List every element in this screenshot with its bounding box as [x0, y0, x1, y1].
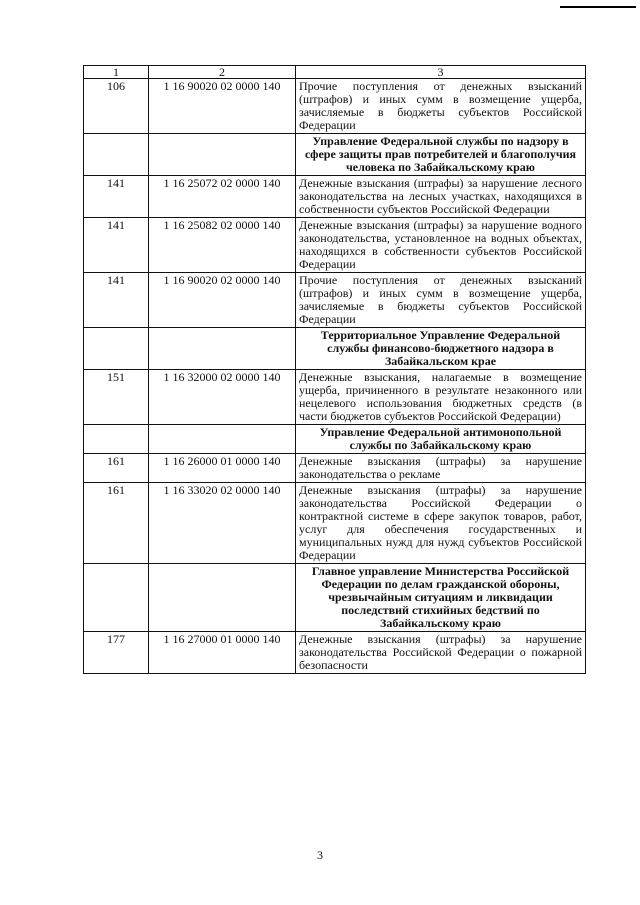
description-cell: Прочие поступления от денежных взысканий (штрафов) и иных сумм в возмещение ущерба, зачисляемые в бюджеты субъектов Российской Федерации — [296, 273, 586, 328]
header-col-1: 1 — [84, 66, 149, 79]
table-row — [84, 370, 586, 425]
table-row — [84, 632, 586, 674]
admin-code-cell: 177 — [84, 632, 149, 674]
description-cell: Прочие поступления от денежных взысканий (штрафов) и иных сумм в возмещение ущерба, зачисляемые в бюджеты субъектов Российской Федерации — [296, 79, 586, 134]
table-row — [84, 218, 586, 273]
description-cell: Денежные взыскания, налагаемые в возмещение ущерба, причиненного в результате незаконного или нецелевого использования бюджетных средств (в части бюджетов субъектов Российской Федерации) — [296, 370, 586, 425]
budget-code-cell: 1 16 27000 01 0000 140 — [149, 632, 296, 674]
empty-cell — [84, 425, 149, 454]
empty-cell — [149, 564, 296, 632]
budget-code-cell: 1 16 26000 01 0000 140 — [149, 454, 296, 483]
empty-cell — [84, 564, 149, 632]
org-header-row — [84, 564, 586, 632]
org-header-row — [84, 425, 586, 454]
admin-code-cell: 106 — [84, 79, 149, 134]
empty-cell — [84, 134, 149, 176]
org-name-cell: Территориальное Управление Федеральной службы финансово-бюджетного надзора в Забайкальском крае — [296, 328, 586, 370]
empty-cell — [149, 328, 296, 370]
admin-code-cell: 161 — [84, 483, 149, 564]
top-rule — [560, 6, 636, 8]
budget-code-cell: 1 16 90020 02 0000 140 — [149, 79, 296, 134]
empty-cell — [149, 425, 296, 454]
org-name-cell: Управление Федеральной антимонопольной службы по Забайкальскому краю — [296, 425, 586, 454]
description-cell: Денежные взыскания (штрафы) за нарушение законодательства о рекламе — [296, 454, 586, 483]
description-cell: Денежные взыскания (штрафы) за нарушение лесного законодательства на лесных участках, находящихся в собственности субъектов Российской Федерации — [296, 176, 586, 218]
page-number: 3 — [317, 848, 323, 862]
org-name-cell: Управление Федеральной службы по надзору в сфере защиты прав потребителей и благополучия человека по Забайкальскому краю — [296, 134, 586, 176]
org-header-row — [84, 134, 586, 176]
description-cell: Денежные взыскания (штрафы) за нарушение законодательства Российской Федерации о контрактной системе в сфере закупок товаров, работ, услуг для обеспечения государственных и муниципальных нужд для нужд субъектов Российской Федерации — [296, 483, 586, 564]
org-header-row — [84, 328, 586, 370]
description-cell: Денежные взыскания (штрафы) за нарушение законодательства Российской Федерации о пожарной безопасности — [296, 632, 586, 674]
admin-code-cell: 141 — [84, 218, 149, 273]
description-cell: Денежные взыскания (штрафы) за нарушение водного законодательства, установленное на водных объектах, находящихся в собственности субъектов Российской Федерации — [296, 218, 586, 273]
table-row — [84, 454, 586, 483]
table-row — [84, 176, 586, 218]
table-row — [84, 79, 586, 134]
budget-code-cell: 1 16 25072 02 0000 140 — [149, 176, 296, 218]
budget-code-cell: 1 16 90020 02 0000 140 — [149, 273, 296, 328]
empty-cell — [149, 134, 296, 176]
admin-code-cell: 151 — [84, 370, 149, 425]
admin-code-cell: 141 — [84, 176, 149, 218]
header-col-3: 3 — [296, 66, 586, 79]
admin-code-cell: 161 — [84, 454, 149, 483]
table-row — [84, 483, 586, 564]
budget-code-cell: 1 16 32000 02 0000 140 — [149, 370, 296, 425]
table-header-row — [84, 66, 586, 79]
admin-code-cell: 141 — [84, 273, 149, 328]
header-col-2: 2 — [149, 66, 296, 79]
budget-code-cell: 1 16 33020 02 0000 140 — [149, 483, 296, 564]
org-name-cell: Главное управление Министерства Российской Федерации по делам гражданской обороны, чрезвычайным ситуациям и ликвидации последствий стихийных бедствий по Забайкальскому краю — [296, 564, 586, 632]
budget-code-cell: 1 16 25082 02 0000 140 — [149, 218, 296, 273]
table-row — [84, 273, 586, 328]
empty-cell — [84, 328, 149, 370]
revenue-codes-table — [83, 65, 586, 674]
